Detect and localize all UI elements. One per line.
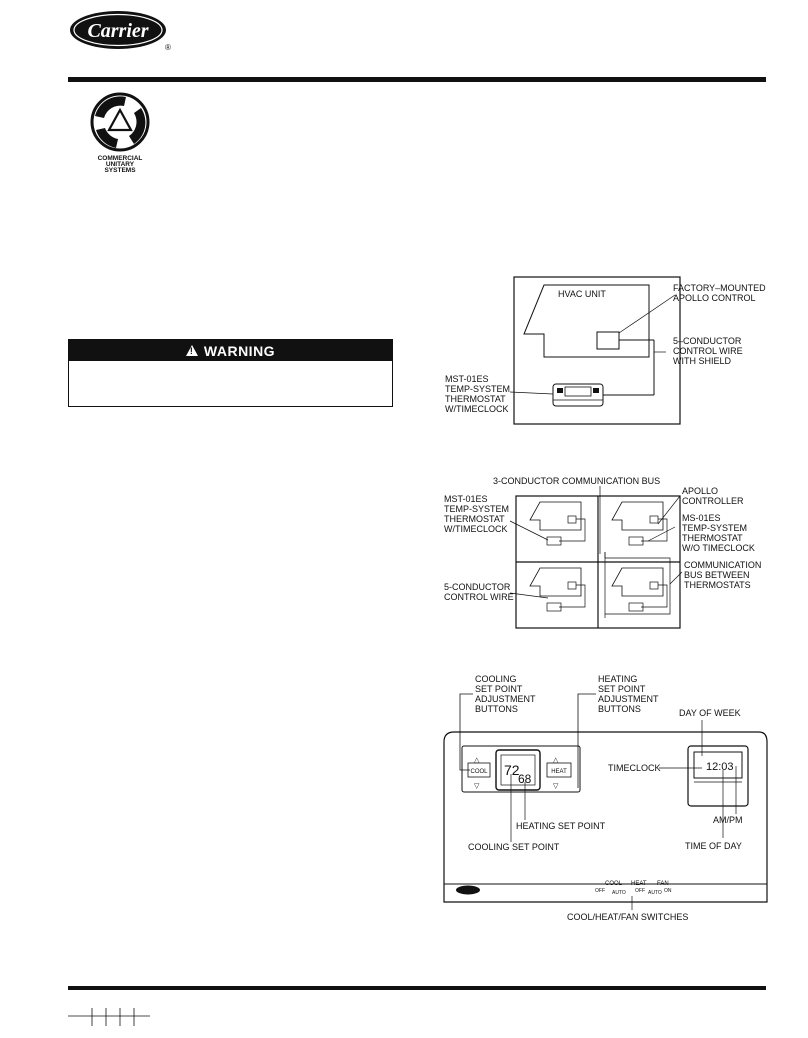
warning-title: WARNING — [203, 342, 276, 359]
thermostat-label-4: W/TIMECLOCK — [445, 404, 509, 414]
switch-option-2: AUTO — [612, 890, 626, 896]
right-thermo-label-1: MS-01ES — [682, 513, 721, 523]
unit-bottom-left — [530, 568, 585, 611]
switch-option-3: OFF — [635, 888, 645, 894]
emblem-line-1: COMMERCIAL — [97, 155, 143, 162]
switch-option-5: ON — [664, 888, 672, 894]
cool-down-arrow-icon: ▽ — [474, 783, 480, 790]
unit-top-left — [530, 502, 585, 545]
factory-control-label-2: APOLLO CONTROL — [673, 293, 756, 303]
heat-down-arrow-icon: ▽ — [553, 783, 559, 790]
emblem-line-3: SYSTEMS — [104, 167, 136, 174]
brand-oval — [456, 886, 480, 895]
left-thermo-label-1: MST-01ES — [444, 494, 488, 504]
cool-buttons-label-1: COOLING — [475, 674, 517, 684]
warning-icon — [186, 345, 198, 356]
heat-buttons-label-3: ADJUSTMENT — [598, 694, 659, 704]
footer-rule — [68, 986, 766, 990]
warning-header — [69, 340, 392, 361]
cool-buttons-label-4: BUTTONS — [475, 704, 518, 714]
figure-3-thermostat-panel — [440, 670, 780, 930]
switch-option-1: OFF — [595, 888, 605, 894]
left-thermo-label-3: THERMOSTAT — [444, 514, 505, 524]
carrier-logo — [68, 8, 178, 52]
cool-buttons-label-3: ADJUSTMENT — [475, 694, 536, 704]
footer-tick-marks — [68, 1006, 158, 1028]
comm-bus-label: 3-CONDUCTOR COMMUNICATION BUS — [493, 476, 661, 486]
control-wire-label-2: CONTROL WIRE — [444, 592, 514, 602]
registered-mark: ® — [165, 43, 171, 52]
figure-2-network — [440, 474, 780, 634]
am-pm-label: AM/PM — [713, 815, 743, 825]
switch-option-4: AUTO — [648, 890, 662, 896]
hvac-unit-label: HVAC UNIT — [558, 289, 606, 299]
left-thermo-label-2: TEMP-SYSTEM — [444, 504, 510, 514]
right-thermo-label-3: THERMOSTAT — [682, 533, 743, 543]
cool-buttons-label-2: SET POINT — [475, 684, 523, 694]
brand-name: Carrier — [87, 20, 149, 42]
cool-button-label: COOL — [470, 769, 488, 775]
controller-label-2: CONTROLLER — [682, 496, 744, 506]
unit-bottom-right — [612, 568, 667, 611]
commercial-systems-emblem — [82, 88, 158, 174]
display-cool-value: 72 — [504, 762, 520, 778]
time-of-day-label: TIME OF DAY — [685, 841, 742, 851]
timeclock-label: TIMECLOCK — [608, 763, 661, 773]
heat-up-arrow-icon: △ — [553, 757, 559, 764]
day-of-week-label: DAY OF WEEK — [679, 708, 741, 718]
clock-display-value: 12:03 — [706, 761, 734, 773]
figure-1-wiring — [440, 270, 780, 430]
switch-header-cool: COOL — [605, 881, 623, 887]
cooling-set-point-label: COOLING SET POINT — [468, 842, 560, 852]
emblem-line-2: UNITARY — [105, 161, 135, 168]
left-thermo-label-4: W/TIMECLOCK — [444, 524, 508, 534]
switch-header-fan: FAN — [657, 881, 669, 887]
comm-between-label-1: COMMUNICATION — [684, 560, 762, 570]
thermostat-label-2: TEMP-SYSTEM — [445, 384, 511, 394]
heat-buttons-label-4: BUTTONS — [598, 704, 641, 714]
control-wire-label-1: 5-CONDUCTOR — [444, 582, 511, 592]
wire-label-3: WITH SHIELD — [673, 356, 732, 366]
warning-box — [68, 339, 393, 407]
cool-up-arrow-icon: △ — [474, 757, 480, 764]
heating-set-point-label: HEATING SET POINT — [516, 821, 606, 831]
heat-buttons-label-2: SET POINT — [598, 684, 646, 694]
comm-between-label-3: THERMOSTATS — [684, 580, 751, 590]
display-heat-value: 68 — [518, 772, 532, 786]
thermostat-label-1: MST-01ES — [445, 374, 489, 384]
switch-header-heat: HEAT — [631, 881, 647, 887]
right-thermo-label-2: TEMP-SYSTEM — [682, 523, 748, 533]
heat-button-label: HEAT — [551, 769, 567, 775]
comm-between-label-2: BUS BETWEEN — [684, 570, 750, 580]
right-thermo-label-4: W/O TIMECLOCK — [682, 543, 755, 553]
factory-control-label-1: FACTORY–MOUNTED — [673, 283, 766, 293]
thermostat-label-3: THERMOSTAT — [445, 394, 506, 404]
heat-buttons-label-1: HEATING — [598, 674, 638, 684]
wire-label-1: 5–CONDUCTOR — [673, 336, 742, 346]
controller-label-1: APOLLO — [682, 486, 719, 496]
switches-label: COOL/HEAT/FAN SWITCHES — [567, 912, 689, 922]
wire-label-2: CONTROL WIRE — [673, 346, 743, 356]
header-rule — [68, 77, 766, 82]
